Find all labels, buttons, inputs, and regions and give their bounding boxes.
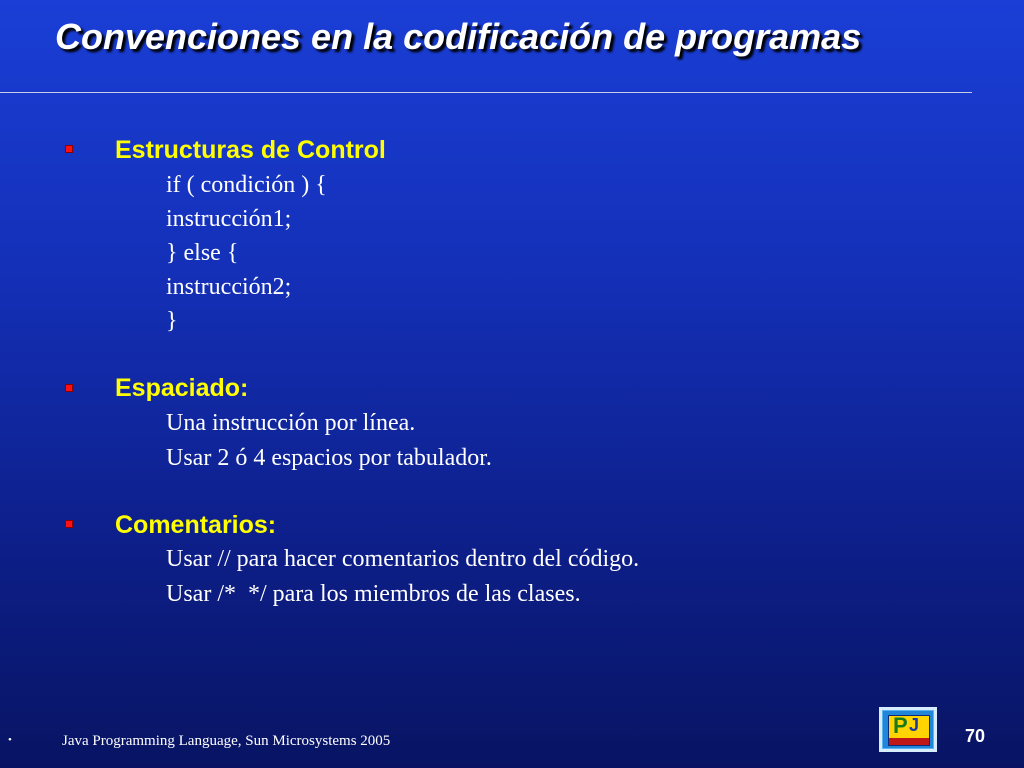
code-line: }: [166, 308, 178, 334]
text-line: Usar // para hacer comentarios dentro del código.: [166, 546, 640, 572]
section-heading: Comentarios:: [115, 511, 277, 539]
logo-letter-p: P: [893, 713, 908, 738]
code-line: instrucción1;: [166, 206, 292, 232]
section-heading: Espaciado:: [115, 374, 249, 402]
code-line: if ( condición ) {: [166, 172, 327, 198]
section-heading: Estructuras de Control: [115, 136, 386, 164]
title-divider: [0, 92, 972, 93]
code-line: instrucción2;: [166, 274, 292, 300]
text-line: Usar 2 ó 4 espacios por tabulador.: [166, 445, 492, 471]
footer-bullet: •: [8, 734, 12, 746]
logo-strip: [889, 738, 929, 745]
logo-panel: [888, 715, 930, 746]
logo-letter-j: J: [909, 715, 920, 735]
page-number: 70: [965, 726, 986, 746]
square-bullet-icon: [65, 520, 73, 528]
footer-citation: Java Programming Language, Sun Microsystems 2005: [62, 733, 391, 749]
square-bullet-icon: [65, 384, 73, 392]
text-line: Usar /* */ para los miembros de las clases.: [166, 581, 581, 607]
code-line: } else {: [166, 240, 239, 266]
text-line: Una instrucción por línea.: [166, 410, 416, 436]
slide-title: Convenciones en la codificación de programas: [55, 16, 862, 57]
pj-logo-icon: [879, 707, 937, 752]
square-bullet-icon: [65, 145, 73, 153]
